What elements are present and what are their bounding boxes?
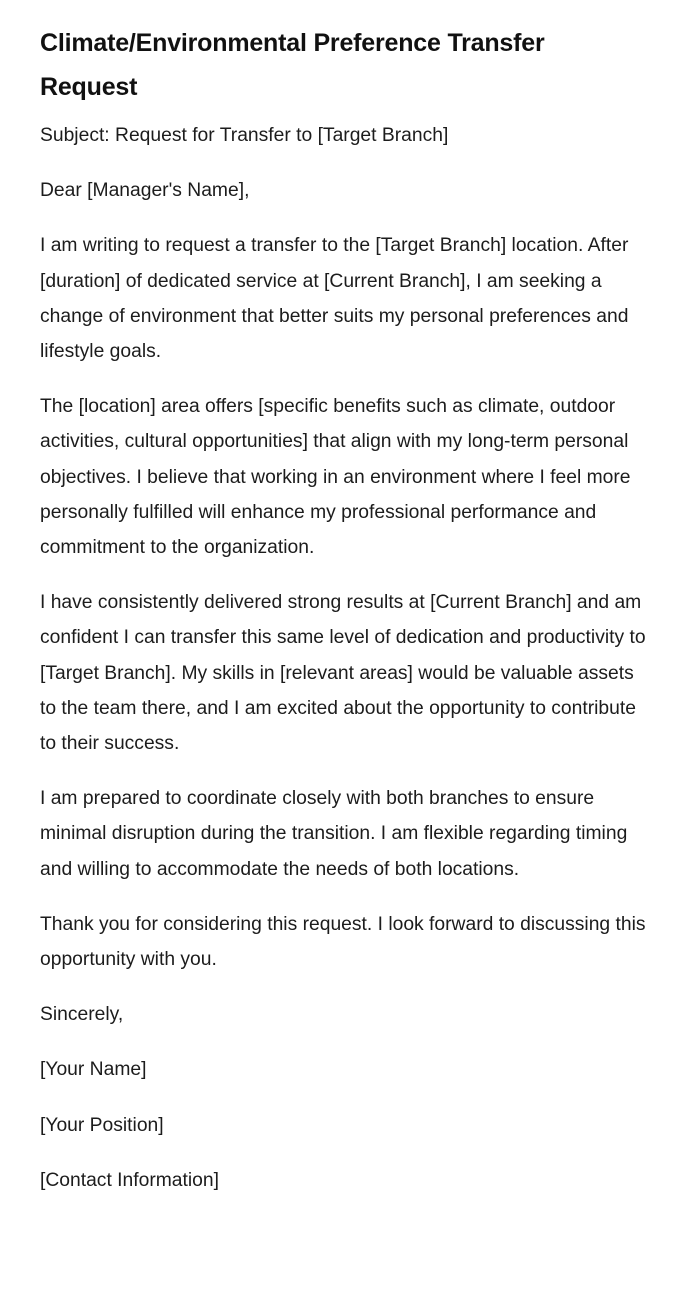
signature-contact: [Contact Information] <box>40 1169 219 1191</box>
body-paragraph-1: I am writing to request a transfer to the [Target Branch] location. After [duration] of dedicated service at [Current Branch], I am seeking a change of environment that better suits my personal preferences and lifestyle goals. <box>40 235 629 363</box>
document-title: Climate/Environmental Preference Transfer Request <box>40 29 545 101</box>
subject-line: Subject: Request for Transfer to [Target Branch] <box>40 125 449 146</box>
signature-name: [Your Name] <box>40 1059 147 1081</box>
body-paragraph-3: I have consistently delivered strong results at [Current Branch] and am confident I can transfer this same level of dedication and productivity to [Target Branch]. My skills in [relevant areas] would be valuable assets to the team there, and I am excited about the opportunity to contribute to their success. <box>40 592 646 755</box>
signature-position: [Your Position] <box>40 1114 164 1136</box>
body-paragraph-4: I am prepared to coordinate closely with both branches to ensure minimal disruption during the transition. I am flexible regarding timing and willing to accommodate the needs of both locations. <box>40 788 628 880</box>
body-paragraph-5: Thank you for considering this request. I look forward to discussing this opportunity with you. <box>40 913 646 971</box>
body-paragraph-2: The [location] area offers [specific benefits such as climate, outdoor activities, cultural opportunities] that align with my long-term personal objectives. I believe that working in an environment where I feel more personally fulfilled will enhance my professional performance and commitment to the organization. <box>40 396 631 559</box>
closing: Sincerely, <box>40 1004 124 1026</box>
salutation: Dear [Manager's Name], <box>40 180 250 202</box>
